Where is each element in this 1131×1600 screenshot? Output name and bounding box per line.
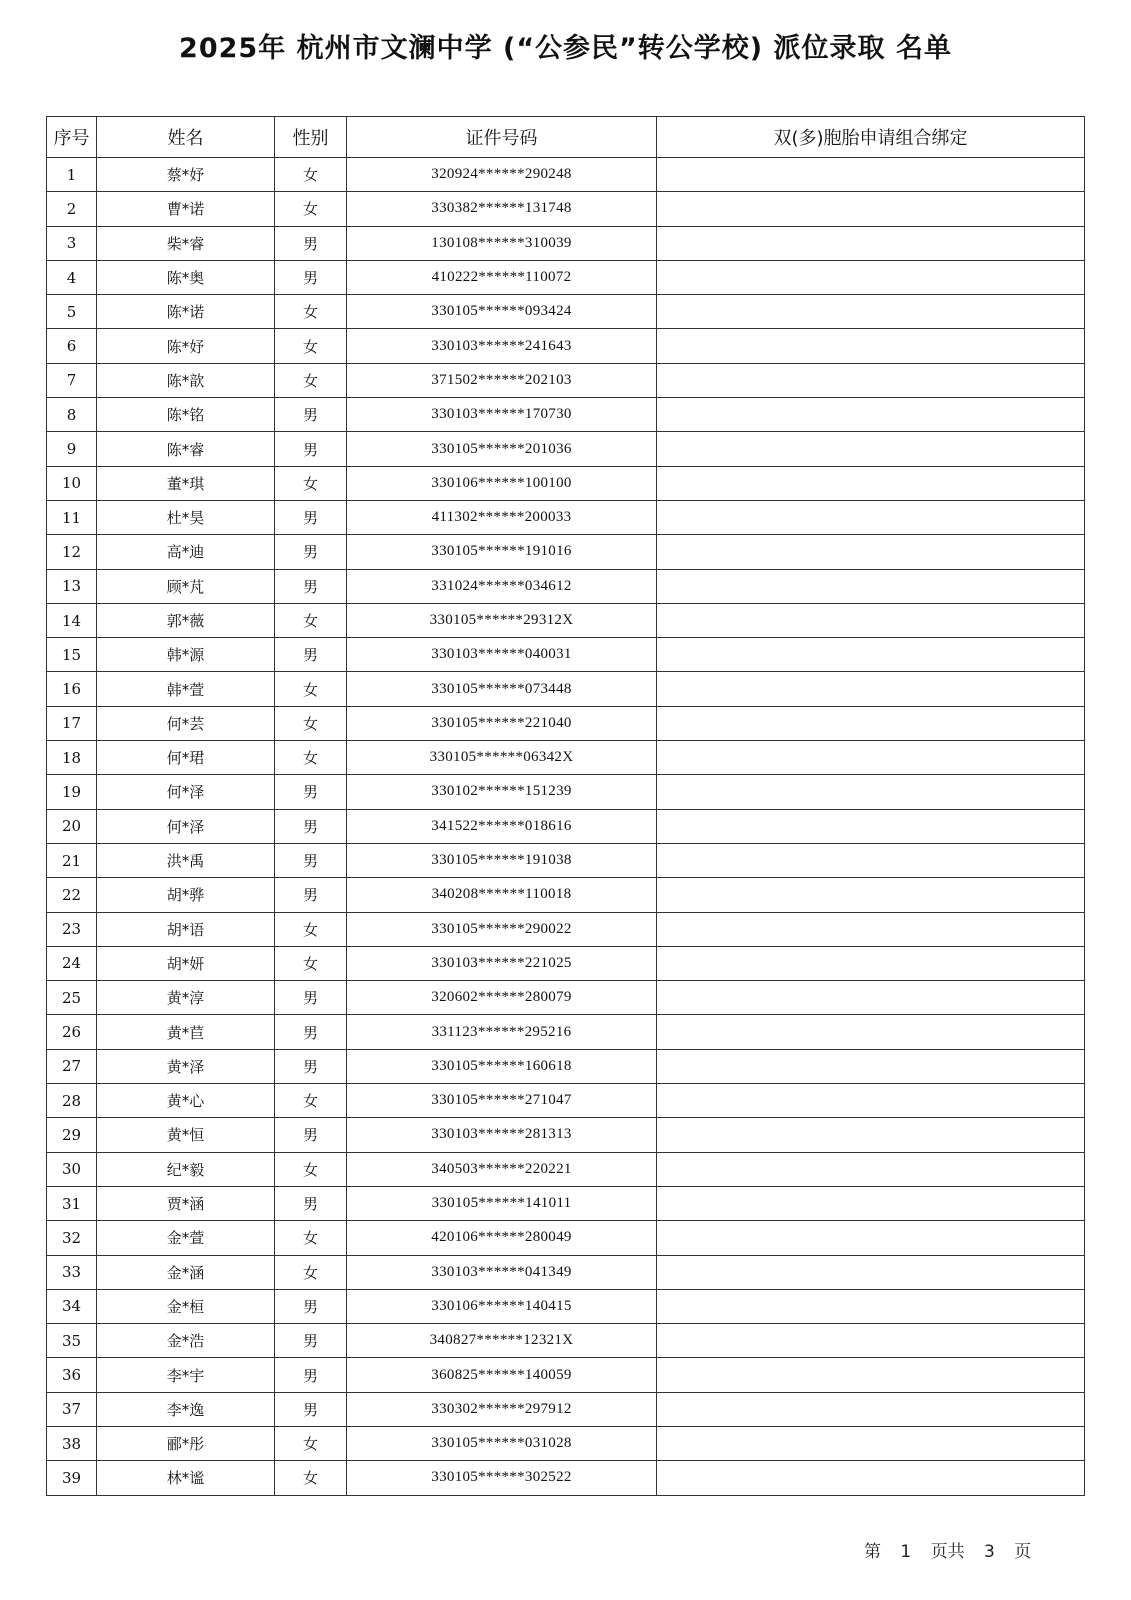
- cell-gender: 女: [275, 672, 347, 706]
- table-row: [47, 363, 1085, 397]
- cell-name: 陈*奥: [97, 260, 275, 294]
- cell-gender: 男: [275, 1358, 347, 1392]
- cell-id-number: 330105******141011: [347, 1186, 657, 1220]
- cell-twin-binding: [657, 1426, 1085, 1460]
- cell-serial: 31: [47, 1186, 97, 1220]
- cell-name: 韩*萱: [97, 672, 275, 706]
- cell-twin-binding: [657, 1358, 1085, 1392]
- table-row: [47, 192, 1085, 226]
- cell-gender: 女: [275, 1152, 347, 1186]
- cell-id-number: 330105******073448: [347, 672, 657, 706]
- cell-name: 贾*涵: [97, 1186, 275, 1220]
- cell-id-number: 330106******100100: [347, 466, 657, 500]
- table-row: [47, 329, 1085, 363]
- cell-id-number: 330103******170730: [347, 398, 657, 432]
- cell-serial: 27: [47, 1049, 97, 1083]
- cell-twin-binding: [657, 295, 1085, 329]
- cell-serial: 7: [47, 363, 97, 397]
- cell-id-number: 331024******034612: [347, 569, 657, 603]
- cell-serial: 26: [47, 1015, 97, 1049]
- cell-gender: 男: [275, 226, 347, 260]
- cell-name: 杜*昊: [97, 500, 275, 534]
- cell-name: 柴*睿: [97, 226, 275, 260]
- cell-name: 黄*泽: [97, 1049, 275, 1083]
- cell-twin-binding: [657, 398, 1085, 432]
- cell-serial: 5: [47, 295, 97, 329]
- cell-gender: 男: [275, 809, 347, 843]
- cell-twin-binding: [657, 500, 1085, 534]
- cell-gender: 男: [275, 500, 347, 534]
- cell-id-number: 330302******297912: [347, 1392, 657, 1426]
- cell-twin-binding: [657, 775, 1085, 809]
- cell-twin-binding: [657, 809, 1085, 843]
- cell-gender: 男: [275, 981, 347, 1015]
- table-row: [47, 1118, 1085, 1152]
- cell-name: 纪*毅: [97, 1152, 275, 1186]
- cell-id-number: 330105******160618: [347, 1049, 657, 1083]
- cell-serial: 10: [47, 466, 97, 500]
- cell-twin-binding: [657, 672, 1085, 706]
- cell-twin-binding: [657, 1118, 1085, 1152]
- cell-name: 洪*禹: [97, 843, 275, 877]
- cell-serial: 33: [47, 1255, 97, 1289]
- cell-name: 陈*诺: [97, 295, 275, 329]
- table-row: [47, 1084, 1085, 1118]
- cell-gender: 男: [275, 1015, 347, 1049]
- cell-id-number: 341522******018616: [347, 809, 657, 843]
- table-row: [47, 946, 1085, 980]
- cell-twin-binding: [657, 432, 1085, 466]
- cell-gender: 男: [275, 1186, 347, 1220]
- table-row: [47, 1358, 1085, 1392]
- cell-gender: 女: [275, 295, 347, 329]
- cell-id-number: 330103******221025: [347, 946, 657, 980]
- cell-gender: 女: [275, 158, 347, 192]
- cell-gender: 男: [275, 535, 347, 569]
- cell-serial: 19: [47, 775, 97, 809]
- cell-twin-binding: [657, 878, 1085, 912]
- cell-gender: 女: [275, 192, 347, 226]
- page-title: 2025年 杭州市文澜中学 (“公参民”转公学校) 派位录取 名单: [179, 33, 952, 64]
- cell-gender: 女: [275, 946, 347, 980]
- cell-twin-binding: [657, 158, 1085, 192]
- cell-serial: 9: [47, 432, 97, 466]
- footer-suffix: 页: [1014, 1542, 1032, 1562]
- cell-gender: 男: [275, 843, 347, 877]
- cell-twin-binding: [657, 1392, 1085, 1426]
- cell-serial: 20: [47, 809, 97, 843]
- cell-twin-binding: [657, 226, 1085, 260]
- cell-gender: 男: [275, 260, 347, 294]
- cell-id-number: 330105******221040: [347, 706, 657, 740]
- header-twin-binding: 双(多)胞胎申请组合绑定: [657, 117, 1085, 158]
- table-row: [47, 741, 1085, 775]
- cell-id-number: 330105******093424: [347, 295, 657, 329]
- cell-serial: 6: [47, 329, 97, 363]
- cell-twin-binding: [657, 363, 1085, 397]
- cell-twin-binding: [657, 1015, 1085, 1049]
- cell-serial: 1: [47, 158, 97, 192]
- cell-id-number: 340503******220221: [347, 1152, 657, 1186]
- cell-name: 陈*歆: [97, 363, 275, 397]
- cell-gender: 男: [275, 638, 347, 672]
- cell-name: 黄*心: [97, 1084, 275, 1118]
- table-row: [47, 1186, 1085, 1220]
- table-row: [47, 809, 1085, 843]
- table-row: [47, 466, 1085, 500]
- cell-gender: 女: [275, 912, 347, 946]
- table-row: [47, 878, 1085, 912]
- cell-gender: 男: [275, 398, 347, 432]
- table-row: [47, 1221, 1085, 1255]
- cell-name: 郭*薇: [97, 603, 275, 637]
- cell-id-number: 330105******271047: [347, 1084, 657, 1118]
- admission-table: [46, 116, 1085, 1496]
- table-row: [47, 1015, 1085, 1049]
- cell-twin-binding: [657, 638, 1085, 672]
- cell-name: 何*泽: [97, 775, 275, 809]
- cell-serial: 3: [47, 226, 97, 260]
- table-row: [47, 843, 1085, 877]
- cell-id-number: 330103******041349: [347, 1255, 657, 1289]
- table-row: [47, 158, 1085, 192]
- cell-name: 董*琪: [97, 466, 275, 500]
- cell-gender: 男: [275, 878, 347, 912]
- table-row: [47, 398, 1085, 432]
- header-gender: 性别: [275, 117, 347, 158]
- cell-id-number: 330105******29312X: [347, 603, 657, 637]
- cell-serial: 16: [47, 672, 97, 706]
- cell-gender: 男: [275, 569, 347, 603]
- cell-id-number: 410222******110072: [347, 260, 657, 294]
- cell-gender: 女: [275, 1084, 347, 1118]
- table-row: [47, 1461, 1085, 1495]
- cell-serial: 14: [47, 603, 97, 637]
- cell-gender: 男: [275, 1289, 347, 1323]
- cell-serial: 29: [47, 1118, 97, 1152]
- cell-name: 高*迪: [97, 535, 275, 569]
- cell-name: 蔡*妤: [97, 158, 275, 192]
- cell-name: 金*桓: [97, 1289, 275, 1323]
- cell-serial: 8: [47, 398, 97, 432]
- cell-name: 陈*妤: [97, 329, 275, 363]
- cell-twin-binding: [657, 329, 1085, 363]
- cell-gender: 女: [275, 741, 347, 775]
- cell-serial: 24: [47, 946, 97, 980]
- cell-id-number: 330103******040031: [347, 638, 657, 672]
- cell-id-number: 330102******151239: [347, 775, 657, 809]
- cell-name: 何*珺: [97, 741, 275, 775]
- table-row: [47, 260, 1085, 294]
- cell-name: 郦*彤: [97, 1426, 275, 1460]
- cell-id-number: 411302******200033: [347, 500, 657, 534]
- cell-twin-binding: [657, 192, 1085, 226]
- cell-gender: 女: [275, 1461, 347, 1495]
- cell-id-number: 330105******302522: [347, 1461, 657, 1495]
- cell-gender: 男: [275, 1118, 347, 1152]
- cell-name: 顾*芃: [97, 569, 275, 603]
- cell-twin-binding: [657, 466, 1085, 500]
- footer-prefix: 第: [864, 1542, 881, 1562]
- table-row: [47, 1255, 1085, 1289]
- table-row: [47, 672, 1085, 706]
- cell-id-number: 330105******191016: [347, 535, 657, 569]
- table-row: [47, 535, 1085, 569]
- cell-id-number: 330105******06342X: [347, 741, 657, 775]
- cell-serial: 39: [47, 1461, 97, 1495]
- table-header: [47, 117, 1085, 158]
- cell-serial: 36: [47, 1358, 97, 1392]
- cell-id-number: 340208******110018: [347, 878, 657, 912]
- table-row: [47, 1152, 1085, 1186]
- cell-twin-binding: [657, 1049, 1085, 1083]
- table-row: [47, 981, 1085, 1015]
- cell-serial: 21: [47, 843, 97, 877]
- cell-serial: 23: [47, 912, 97, 946]
- table-row: [47, 1289, 1085, 1323]
- cell-serial: 34: [47, 1289, 97, 1323]
- cell-twin-binding: [657, 1152, 1085, 1186]
- cell-twin-binding: [657, 1461, 1085, 1495]
- table-row: [47, 1426, 1085, 1460]
- cell-gender: 男: [275, 432, 347, 466]
- cell-serial: 25: [47, 981, 97, 1015]
- cell-twin-binding: [657, 843, 1085, 877]
- cell-twin-binding: [657, 569, 1085, 603]
- cell-gender: 男: [275, 1049, 347, 1083]
- cell-name: 黄*淳: [97, 981, 275, 1015]
- table-row: [47, 706, 1085, 740]
- cell-twin-binding: [657, 1221, 1085, 1255]
- cell-id-number: 330105******191038: [347, 843, 657, 877]
- header-serial: 序号: [47, 117, 97, 158]
- table-row: [47, 1392, 1085, 1426]
- table-row: [47, 603, 1085, 637]
- cell-twin-binding: [657, 706, 1085, 740]
- cell-twin-binding: [657, 1324, 1085, 1358]
- cell-twin-binding: [657, 535, 1085, 569]
- cell-serial: 38: [47, 1426, 97, 1460]
- cell-twin-binding: [657, 260, 1085, 294]
- cell-id-number: 330106******140415: [347, 1289, 657, 1323]
- cell-name: 黄*苣: [97, 1015, 275, 1049]
- cell-id-number: 420106******280049: [347, 1221, 657, 1255]
- footer-page-number: 1: [900, 1542, 912, 1562]
- cell-id-number: 330103******281313: [347, 1118, 657, 1152]
- table-row: [47, 226, 1085, 260]
- cell-gender: 男: [275, 1392, 347, 1426]
- cell-twin-binding: [657, 912, 1085, 946]
- footer-mid: 页共: [930, 1542, 965, 1562]
- cell-serial: 11: [47, 500, 97, 534]
- cell-serial: 17: [47, 706, 97, 740]
- cell-serial: 4: [47, 260, 97, 294]
- cell-gender: 女: [275, 329, 347, 363]
- cell-name: 李*逸: [97, 1392, 275, 1426]
- cell-gender: 男: [275, 775, 347, 809]
- cell-name: 金*萱: [97, 1221, 275, 1255]
- cell-serial: 37: [47, 1392, 97, 1426]
- table-row: [47, 432, 1085, 466]
- cell-name: 韩*源: [97, 638, 275, 672]
- cell-gender: 女: [275, 1255, 347, 1289]
- header-id-number: 证件号码: [347, 117, 657, 158]
- cell-name: 陈*铭: [97, 398, 275, 432]
- cell-twin-binding: [657, 1084, 1085, 1118]
- cell-serial: 30: [47, 1152, 97, 1186]
- cell-name: 黄*恒: [97, 1118, 275, 1152]
- cell-twin-binding: [657, 603, 1085, 637]
- cell-name: 胡*妍: [97, 946, 275, 980]
- cell-name: 金*浩: [97, 1324, 275, 1358]
- cell-serial: 18: [47, 741, 97, 775]
- cell-twin-binding: [657, 1186, 1085, 1220]
- table-row: [47, 775, 1085, 809]
- header-name: 姓名: [97, 117, 275, 158]
- cell-gender: 女: [275, 603, 347, 637]
- cell-id-number: 130108******310039: [347, 226, 657, 260]
- table-row: [47, 500, 1085, 534]
- cell-gender: 女: [275, 1221, 347, 1255]
- cell-name: 林*谧: [97, 1461, 275, 1495]
- table-body: [47, 158, 1085, 1496]
- cell-gender: 男: [275, 1324, 347, 1358]
- cell-twin-binding: [657, 1289, 1085, 1323]
- table-row: [47, 569, 1085, 603]
- cell-name: 胡*语: [97, 912, 275, 946]
- header-row: [47, 117, 1085, 158]
- cell-id-number: 330105******201036: [347, 432, 657, 466]
- table-row: [47, 295, 1085, 329]
- cell-id-number: 331123******295216: [347, 1015, 657, 1049]
- cell-serial: 15: [47, 638, 97, 672]
- table-row: [47, 1324, 1085, 1358]
- cell-serial: 13: [47, 569, 97, 603]
- cell-twin-binding: [657, 1255, 1085, 1289]
- cell-name: 胡*骅: [97, 878, 275, 912]
- page-footer: [864, 1537, 1031, 1562]
- cell-name: 陈*睿: [97, 432, 275, 466]
- footer-total-pages: 3: [984, 1542, 995, 1562]
- table-row: [47, 1049, 1085, 1083]
- cell-id-number: 330103******241643: [347, 329, 657, 363]
- cell-name: 何*泽: [97, 809, 275, 843]
- cell-serial: 12: [47, 535, 97, 569]
- cell-id-number: 340827******12321X: [347, 1324, 657, 1358]
- table-row: [47, 912, 1085, 946]
- cell-serial: 35: [47, 1324, 97, 1358]
- cell-id-number: 320924******290248: [347, 158, 657, 192]
- cell-id-number: 360825******140059: [347, 1358, 657, 1392]
- cell-gender: 女: [275, 706, 347, 740]
- table-row: [47, 638, 1085, 672]
- cell-gender: 女: [275, 363, 347, 397]
- cell-twin-binding: [657, 741, 1085, 775]
- cell-name: 何*芸: [97, 706, 275, 740]
- cell-twin-binding: [657, 981, 1085, 1015]
- cell-gender: 女: [275, 1426, 347, 1460]
- cell-name: 金*涵: [97, 1255, 275, 1289]
- cell-gender: 女: [275, 466, 347, 500]
- cell-id-number: 330105******031028: [347, 1426, 657, 1460]
- cell-id-number: 330105******290022: [347, 912, 657, 946]
- cell-id-number: 330382******131748: [347, 192, 657, 226]
- cell-twin-binding: [657, 946, 1085, 980]
- cell-id-number: 371502******202103: [347, 363, 657, 397]
- cell-name: 曹*诺: [97, 192, 275, 226]
- cell-serial: 2: [47, 192, 97, 226]
- cell-name: 李*宇: [97, 1358, 275, 1392]
- cell-serial: 22: [47, 878, 97, 912]
- cell-serial: 32: [47, 1221, 97, 1255]
- cell-id-number: 320602******280079: [347, 981, 657, 1015]
- cell-serial: 28: [47, 1084, 97, 1118]
